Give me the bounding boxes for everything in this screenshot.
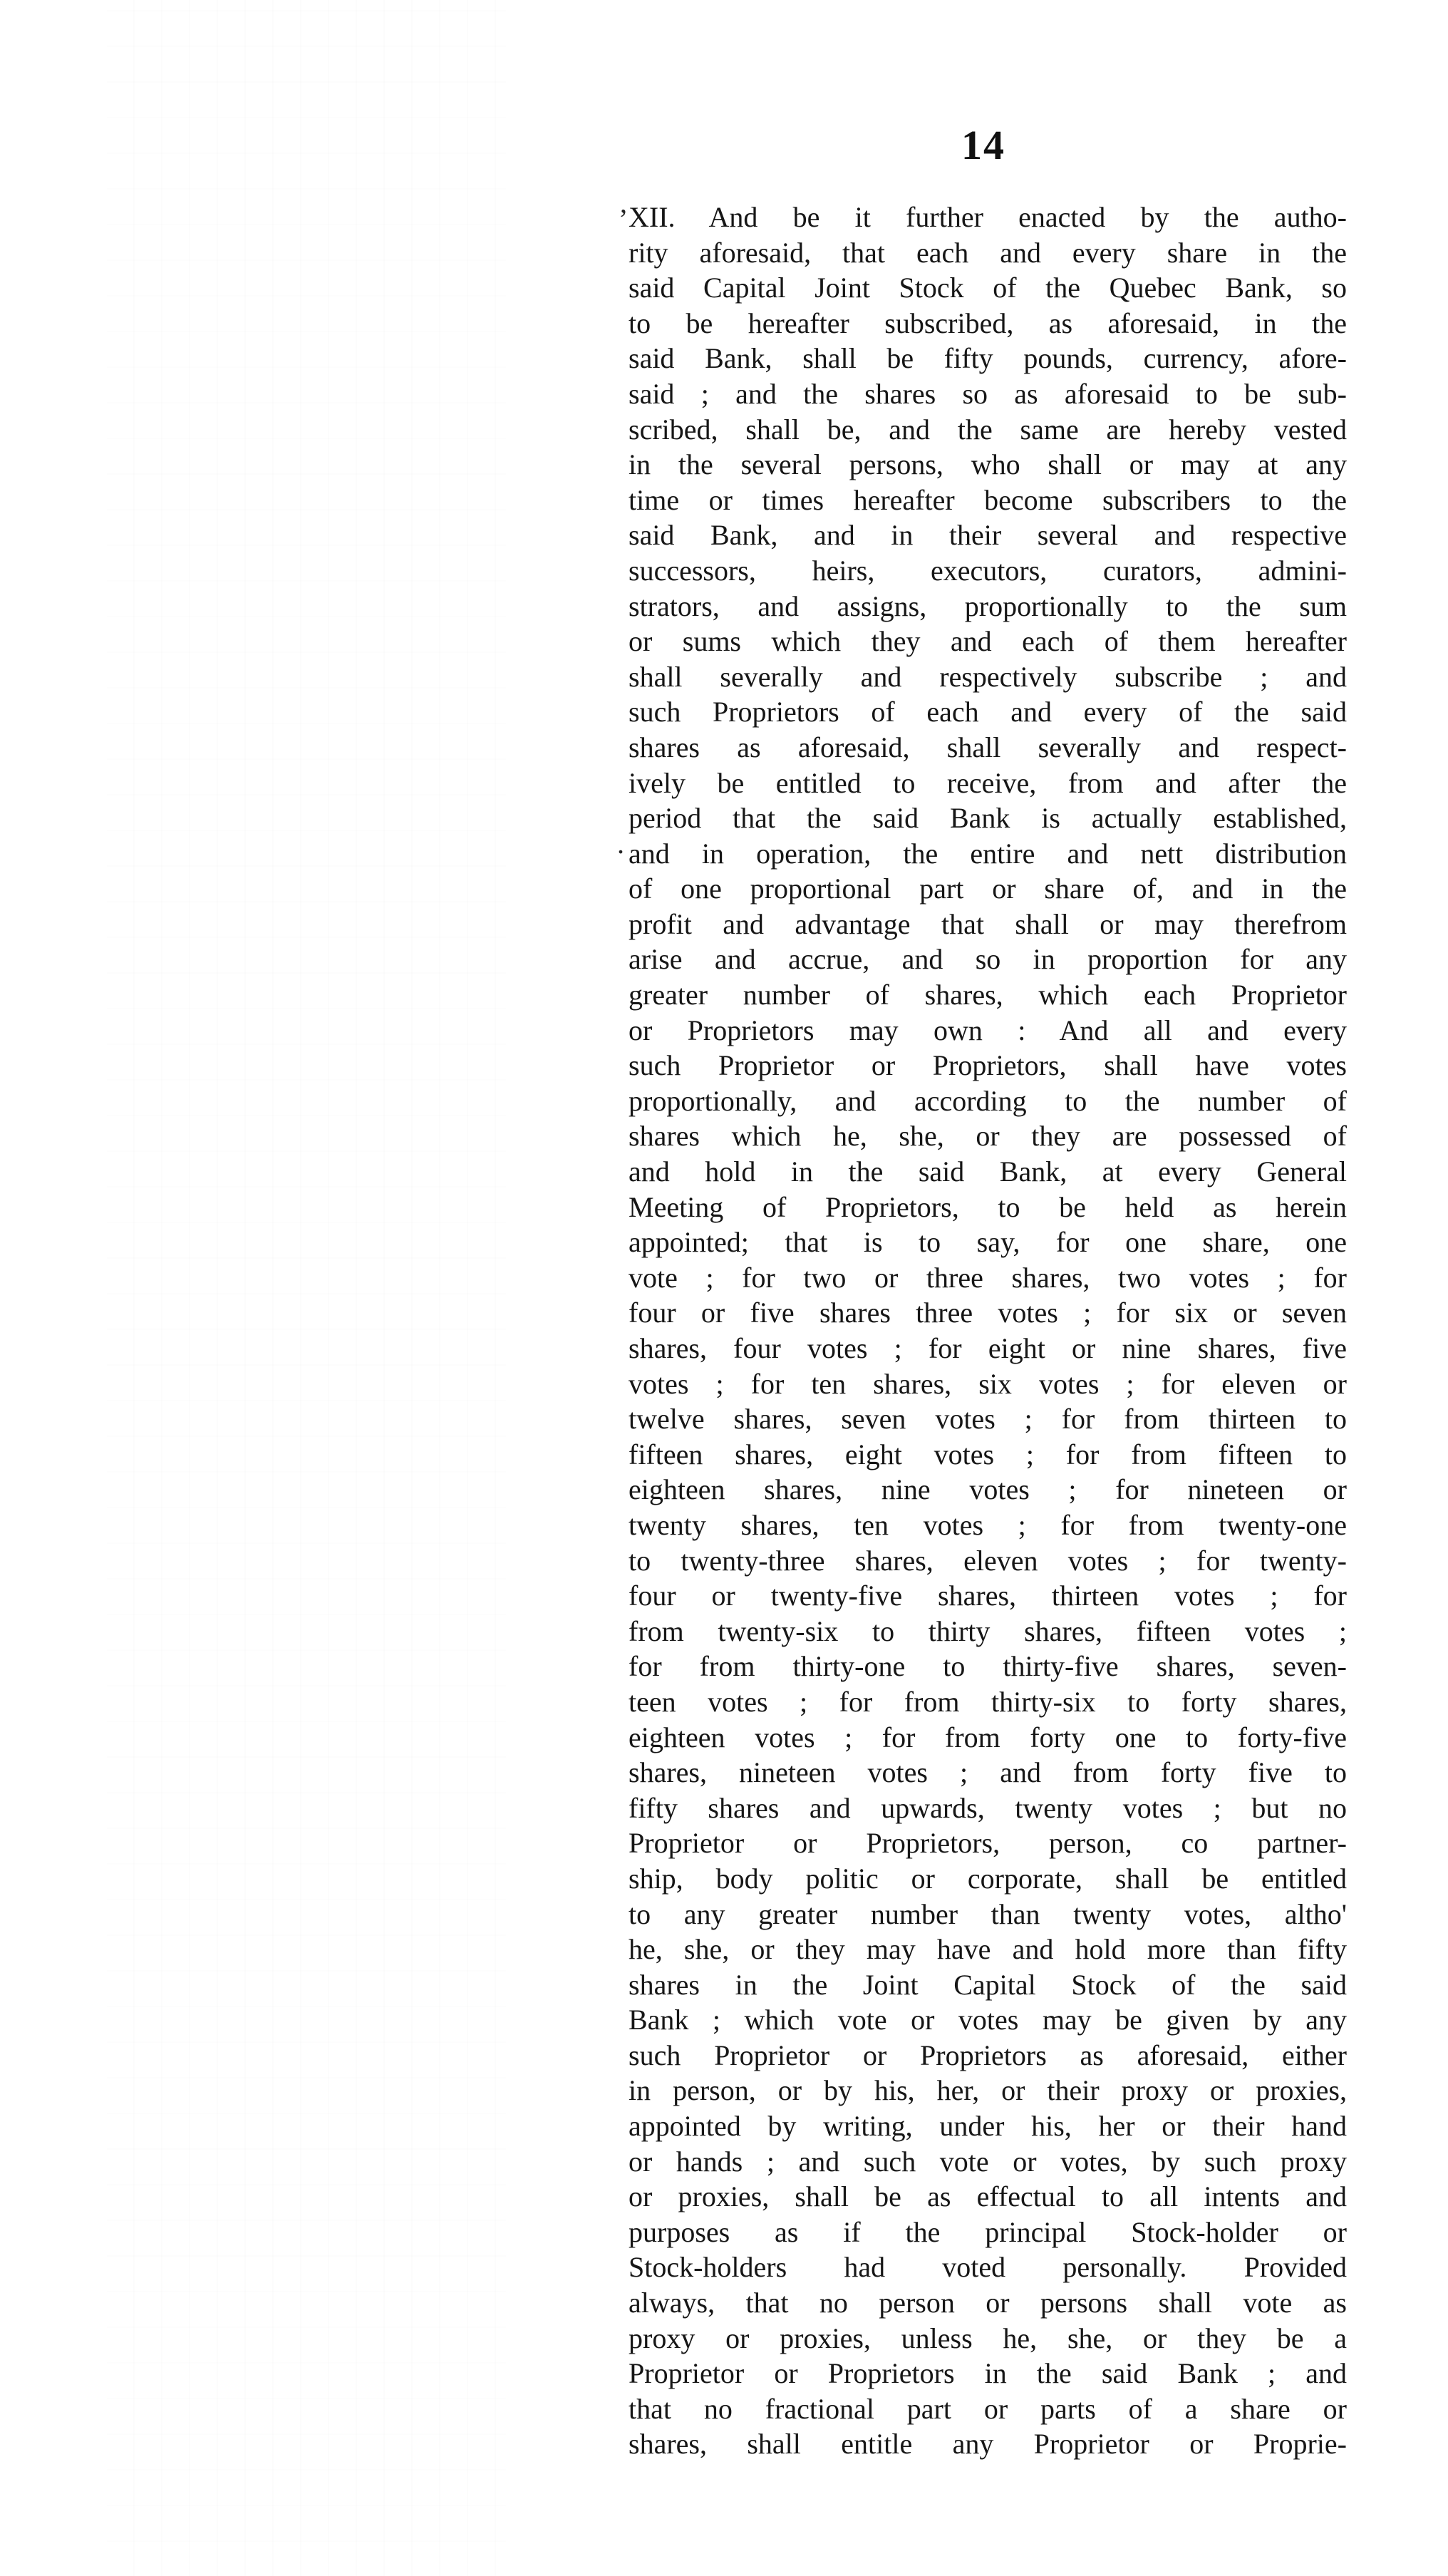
text-line: scribed, shall be, and the same are hereby vested (629, 413, 1347, 445)
text-line: and in operation, the entire and nett distribution (629, 837, 1347, 870)
text-line: he, she, or they may have and hold more than fifty (629, 1933, 1347, 1966)
margin-mark: ʼ (619, 203, 629, 235)
text-line: Proprietor or Proprietors in the said Bank ; and (629, 2357, 1347, 2390)
text-line: profit and advantage that shall or may therefrom (629, 907, 1347, 940)
text-line: such Proprietors of each and every of the said (629, 696, 1347, 728)
text-line: proportionally, and according to the number of (629, 1084, 1347, 1117)
text-line: ship, body politic or corporate, shall be entitled (629, 1862, 1347, 1895)
text-line: four or five shares three votes ; for six or seven (629, 1297, 1347, 1329)
text-line: time or times hereafter become subscribers to the (629, 483, 1347, 516)
text-line: Bank ; which vote or votes may be given by any (629, 2004, 1347, 2036)
text-line: vote ; for two or three shares, two votes ; for (629, 1261, 1347, 1294)
show-through-texture (107, 0, 506, 2576)
text-line: purposes as if the principal Stock-holder or (629, 2215, 1347, 2248)
text-line: eighteen votes ; for from forty one to forty-five (629, 1721, 1347, 1753)
text-line: or Proprietors may own : And all and every (629, 1014, 1347, 1046)
text-line: such Proprietor or Proprietors as aforesaid, either (629, 2039, 1347, 2071)
text-line: four or twenty-five shares, thirteen votes ; for (629, 1580, 1347, 1612)
text-line: Meeting of Proprietors, to be held as herein (629, 1190, 1347, 1223)
text-line: or proxies, shall be as effectual to all intents and (629, 2180, 1347, 2213)
body-text (629, 200, 1347, 2462)
text-line: greater number of shares, which each Proprietor (629, 979, 1347, 1011)
page-number: 14 (961, 122, 1005, 168)
text-line: arise and accrue, and so in proportion for any (629, 943, 1347, 976)
text-line: appointed by writing, under his, her or their hand (629, 2110, 1347, 2143)
text-line: shares, four votes ; for eight or nine shares, five (629, 1332, 1347, 1364)
text-line: to twenty-three shares, eleven votes ; for twenty- (629, 1544, 1347, 1577)
text-line: rity aforesaid, that each and every share in the (629, 236, 1347, 269)
text-line: proxy or proxies, unless he, she, or they be a (629, 2322, 1347, 2354)
margin-mark: . (617, 828, 624, 860)
text-line: shares in the Joint Capital Stock of the said (629, 1968, 1347, 2001)
text-line: such Proprietor or Proprietors, shall have votes (629, 1049, 1347, 1082)
text-line: period that the said Bank is actually established, (629, 802, 1347, 835)
text-line: said Bank, and in their several and respective (629, 519, 1347, 552)
text-line: shares, nineteen votes ; and from forty five to (629, 1756, 1347, 1789)
text-line: said Capital Joint Stock of the Quebec Bank, so (629, 272, 1347, 304)
text-line: eighteen shares, nine votes ; for nineteen or (629, 1473, 1347, 1506)
text-line: shares which he, she, or they are possessed of (629, 1120, 1347, 1153)
text-line: to be hereafter subscribed, as aforesaid, in the (629, 306, 1347, 339)
text-line: or hands ; and such vote or votes, by such proxy (629, 2145, 1347, 2178)
text-line: Stock-holders had voted personally. Provided (629, 2251, 1347, 2284)
text-line: and hold in the said Bank, at every General (629, 1155, 1347, 1188)
text-line: shares, shall entitle any Proprietor or Proprie- (629, 2428, 1347, 2461)
text-line: shall severally and respectively subscribe ; and (629, 660, 1347, 693)
text-line: fifty shares and upwards, twenty votes ; but no (629, 1791, 1347, 1824)
text-line: successors, heirs, executors, curators, admini- (629, 554, 1347, 587)
text-line: to any greater number than twenty votes, altho' (629, 1897, 1347, 1930)
text-line: of one proportional part or share of, and in the (629, 872, 1347, 905)
text-line: ively be entitled to receive, from and after the (629, 766, 1347, 799)
text-line: shares as aforesaid, shall severally and respect- (629, 731, 1347, 763)
text-line: from twenty-six to thirty shares, fifteen votes ; (629, 1614, 1347, 1647)
text-line: said ; and the shares so as aforesaid to be sub- (629, 377, 1347, 410)
text-line: appointed; that is to say, for one share, one (629, 1226, 1347, 1259)
text-line: for from thirty-one to thirty-five shares, seven- (629, 1650, 1347, 1683)
text-line: strators, and assigns, proportionally to the sum (629, 589, 1347, 622)
text-line: fifteen shares, eight votes ; for from fifteen to (629, 1438, 1347, 1470)
text-line: teen votes ; for from thirty-six to forty shares, (629, 1685, 1347, 1718)
text-line: that no fractional part or parts of a share or (629, 2392, 1347, 2425)
text-line: Proprietor or Proprietors, person, co partner- (629, 1827, 1347, 1860)
text-line: in person, or by his, her, or their proxy or proxies, (629, 2074, 1347, 2107)
text-line: twenty shares, ten votes ; for from twenty-one (629, 1508, 1347, 1541)
text-line: XII. And be it further enacted by the autho- (629, 201, 1347, 233)
text-line: votes ; for ten shares, six votes ; for eleven or (629, 1367, 1347, 1400)
text-line: in the several persons, who shall or may at any (629, 448, 1347, 481)
text-line: always, that no person or persons shall vote as (629, 2287, 1347, 2319)
text-line: said Bank, shall be fifty pounds, currency, afore- (629, 342, 1347, 375)
text-line: twelve shares, seven votes ; for from thirteen to (629, 1403, 1347, 1436)
text-line: or sums which they and each of them hereafter (629, 625, 1347, 658)
